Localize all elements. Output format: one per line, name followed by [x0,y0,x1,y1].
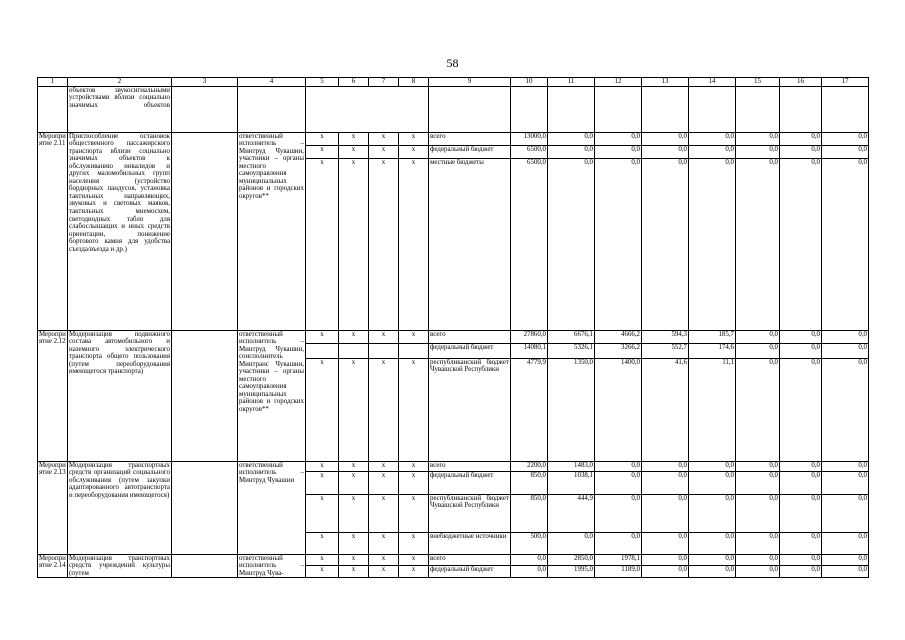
code-mark [339,343,369,358]
amount-value: 0,0 [642,145,689,158]
code-mark: x [369,158,399,330]
code-mark: x [399,554,429,565]
code-mark: x [306,494,339,532]
code-mark: x [339,461,369,471]
amount-value: 0,0 [736,330,780,343]
amount-value: 0,0 [548,145,595,158]
empty-cell [172,554,238,578]
amount-value: 0,0 [511,565,548,577]
funding-source: федеральный бюджет [429,145,511,158]
code-mark: x [369,358,399,461]
amount-value: 0,0 [511,554,548,565]
amount-value: 4666,2 [595,330,642,343]
code-mark: x [399,132,429,145]
amount-value: 11,1 [689,358,736,461]
column-number: 2 [68,78,172,87]
code-mark: x [306,330,339,343]
amount-value: 1350,0 [548,358,595,461]
empty-cell [780,86,822,132]
code-mark [399,343,429,358]
column-number: 16 [780,78,822,87]
amount-value: 0,0 [780,565,822,577]
amount-value: 0,0 [822,461,869,471]
amount-value: 0,0 [780,358,822,461]
empty-cell [238,86,306,132]
amount-value: 0,0 [548,132,595,145]
empty-cell [172,330,238,461]
amount-value: 174,6 [689,343,736,358]
code-mark: x [306,358,339,461]
amount-value: 0,0 [780,330,822,343]
amount-value: 0,0 [822,132,869,145]
measure-row [38,132,869,145]
code-mark: x [306,554,339,565]
amount-value: 0,0 [595,132,642,145]
amount-value: 41,6 [642,358,689,461]
amount-value: 0,0 [822,158,869,330]
empty-cell [548,86,595,132]
code-mark: x [339,554,369,565]
funding-source: внебюджетные источники [429,532,511,554]
amount-value: 0,0 [595,532,642,554]
amount-value: 444,9 [548,494,595,532]
amount-value: 552,7 [642,343,689,358]
column-number-row [38,78,869,87]
amount-value: 0,0 [822,343,869,358]
empty-cell [642,86,689,132]
amount-value: 0,0 [595,461,642,471]
column-number: 1 [38,78,68,87]
code-mark: x [369,532,399,554]
code-mark: x [306,565,339,577]
amount-value: 5326,1 [548,343,595,358]
empty-cell [172,461,238,554]
column-number: 15 [736,78,780,87]
measure-executor: ответственный исполнитель – Минтруд Чувашии, участники – органы местного самоуправления муниципальных районов и городских округов** [238,132,306,330]
column-number: 8 [399,78,429,87]
code-mark: x [306,158,339,330]
column-number: 9 [429,78,511,87]
code-mark: x [306,461,339,471]
column-number: 5 [306,78,339,87]
amount-value: 0,0 [822,565,869,577]
amount-value: 0,0 [780,554,822,565]
code-mark: x [369,471,399,494]
program-table [37,77,869,578]
code-mark: x [369,132,399,145]
amount-value: 0,0 [548,158,595,330]
code-mark: x [306,145,339,158]
funding-source: всего [429,132,511,145]
empty-cell [172,132,238,330]
code-mark: x [399,565,429,577]
column-number: 7 [369,78,399,87]
amount-value: 0,0 [689,461,736,471]
amount-value: 3266,2 [595,343,642,358]
code-mark: x [339,532,369,554]
code-mark: x [369,494,399,532]
measure-row [38,554,869,565]
code-mark: x [369,330,399,343]
amount-value: 0,0 [736,565,780,577]
measure-name: Модернизация транспортных средств учреждений культуры (путем [69,554,170,577]
code-mark: x [399,532,429,554]
amount-value: 0,0 [822,494,869,532]
funding-source: республиканский бюджет Чувашской Республики [429,358,511,461]
column-number: 3 [172,78,238,87]
amount-value: 0,0 [780,343,822,358]
amount-value: 850,0 [511,471,548,494]
column-number: 14 [689,78,736,87]
code-mark: x [369,145,399,158]
code-mark: x [306,532,339,554]
amount-value: 0,0 [822,330,869,343]
amount-value: 1400,0 [595,358,642,461]
measure-name-cell: объектов звукосигнальными устройствами вблизи социально значимых объектов [68,86,172,132]
code-mark: x [399,358,429,461]
empty-cell [429,86,511,132]
amount-value: 0,0 [642,158,689,330]
measure-row [38,461,869,471]
amount-value: 1995,0 [548,565,595,577]
code-mark [306,343,339,358]
empty-cell [736,86,780,132]
amount-value: 0,0 [642,461,689,471]
amount-value: 0,0 [736,358,780,461]
code-mark: x [339,330,369,343]
amount-value: 594,3 [642,330,689,343]
code-mark: x [339,132,369,145]
amount-value: 0,0 [689,532,736,554]
amount-value: 0,0 [642,554,689,565]
amount-value: 1483,0 [548,461,595,471]
amount-value: 1038,1 [548,471,595,494]
code-mark: x [306,132,339,145]
funding-source: всего [429,330,511,343]
amount-value: 0,0 [689,565,736,577]
code-mark: x [399,330,429,343]
code-mark: x [399,461,429,471]
code-mark: x [339,494,369,532]
amount-value: 0,0 [736,554,780,565]
continuation-row [38,86,869,132]
measure-name: Модернизация подвижного состава автомобильного и наземного электрического транспорта общего пользования (путем переоборудования имеющегося транспорта) [68,330,172,461]
measure-name: Приспособление остановок общественного пассажирского транспорта вблизи социально значимых объектов к обслуживанию инвалидов и других маломобильных групп населения (устройство бордюрных пандусов, установка тактильных направляющих, звуковых и световых маяков, тактильных мнемосхем, светодиодных табло для слабослышащих и иных средств ориентации, понижение бортового камня для удобства съезда/въезда и др.) [68,132,172,330]
table-body [38,78,869,578]
funding-source: федеральный бюджет [429,565,511,577]
measure-code: Мероприятие 2.11 [38,132,68,330]
amount-value: 2200,0 [511,461,548,471]
amount-value: 0,0 [736,158,780,330]
code-mark: x [399,145,429,158]
amount-value: 0,0 [780,494,822,532]
amount-value: 185,7 [689,330,736,343]
empty-cell [689,86,736,132]
code-mark: x [399,158,429,330]
amount-value: 0,0 [736,145,780,158]
column-number: 12 [595,78,642,87]
code-mark: x [339,145,369,158]
amount-value: 0,0 [736,132,780,145]
column-number: 11 [548,78,595,87]
amount-value: 0,0 [595,158,642,330]
amount-value: 0,0 [642,471,689,494]
amount-value: 0,0 [548,532,595,554]
measure-code: Мероприятие 2.13 [38,461,68,554]
amount-value: 27860,0 [511,330,548,343]
amount-value: 0,0 [780,532,822,554]
amount-value: 0,0 [689,158,736,330]
code-mark: x [369,554,399,565]
amount-value: 0,0 [780,471,822,494]
empty-cell [172,86,238,132]
amount-value: 0,0 [736,494,780,532]
funding-source: федеральный бюджет [429,471,511,494]
amount-value: 0,0 [780,145,822,158]
amount-value: 1189,0 [595,565,642,577]
measure-executor: ответственный исполнитель – Минтруд Чува- [239,554,304,577]
amount-value: 0,0 [689,471,736,494]
measure-code: Мероприятие 2.14 [38,554,68,578]
amount-value: 6500,0 [511,145,548,158]
amount-value: 0,0 [642,494,689,532]
amount-value: 0,0 [595,494,642,532]
amount-value: 0,0 [822,471,869,494]
funding-source: местные бюджеты [429,158,511,330]
amount-value: 0,0 [595,471,642,494]
amount-value: 500,0 [511,532,548,554]
code-mark: x [399,494,429,532]
funding-source: всего [429,461,511,471]
page-number: 58 [446,56,459,70]
amount-value: 0,0 [822,145,869,158]
measure-executor: ответственный исполнитель – Минтруд Чувашии, соисполнитель Минтранс Чувашии, участники – органы местного самоуправления муниципальных районов и городских округов** [238,330,306,461]
code-mark: x [369,461,399,471]
amount-value: 0,0 [689,132,736,145]
amount-value: 6676,1 [548,330,595,343]
amount-value: 0,0 [642,565,689,577]
empty-cell [822,86,869,132]
code-mark: x [339,471,369,494]
amount-value: 13000,0 [511,132,548,145]
amount-value: 6500,0 [511,158,548,330]
amount-value: 0,0 [780,461,822,471]
measure-name: Модернизация транспортных средств организаций социального обслуживания (путем закупки адаптированного автотранспорта и переоборудования имеющегося) [68,461,172,554]
code-mark: x [339,565,369,577]
funding-source: федеральный бюджет [429,343,511,358]
amount-value: 4779,9 [511,358,548,461]
amount-value: 0,0 [822,358,869,461]
amount-value: 1978,1 [595,554,642,565]
amount-value: 850,0 [511,494,548,532]
code-cell [38,86,68,132]
amount-value: 0,0 [822,532,869,554]
column-number: 6 [339,78,369,87]
measure-executor: ответственный исполнитель – Минтруд Чувашии [238,461,306,554]
amount-value: 0,0 [736,461,780,471]
code-mark: x [339,358,369,461]
empty-cell [595,86,642,132]
measure-code: Мероприятие 2.12 [38,330,68,461]
amount-value: 0,0 [822,554,869,565]
amount-value: 2850,0 [548,554,595,565]
amount-value: 0,0 [689,494,736,532]
column-number: 13 [642,78,689,87]
code-mark: x [369,565,399,577]
amount-value: 0,0 [780,158,822,330]
code-mark: x [399,471,429,494]
amount-value: 0,0 [642,132,689,145]
code-mark: x [306,471,339,494]
measure-row [38,330,869,343]
amount-value: 0,0 [689,145,736,158]
funding-source: республиканский бюджет Чувашской Республики [429,494,511,532]
column-number: 4 [238,78,306,87]
funding-source: всего [429,554,511,565]
empty-cell [511,86,548,132]
code-mark [369,343,399,358]
column-number: 17 [822,78,869,87]
amount-value: 0,0 [736,343,780,358]
amount-value: 0,0 [780,132,822,145]
code-mark: x [339,158,369,330]
amount-value: 0,0 [736,532,780,554]
column-number: 10 [511,78,548,87]
amount-value: 14080,1 [511,343,548,358]
empty-cell [306,86,429,132]
amount-value: 0,0 [689,554,736,565]
amount-value: 0,0 [595,145,642,158]
amount-value: 0,0 [642,532,689,554]
amount-value: 0,0 [736,471,780,494]
